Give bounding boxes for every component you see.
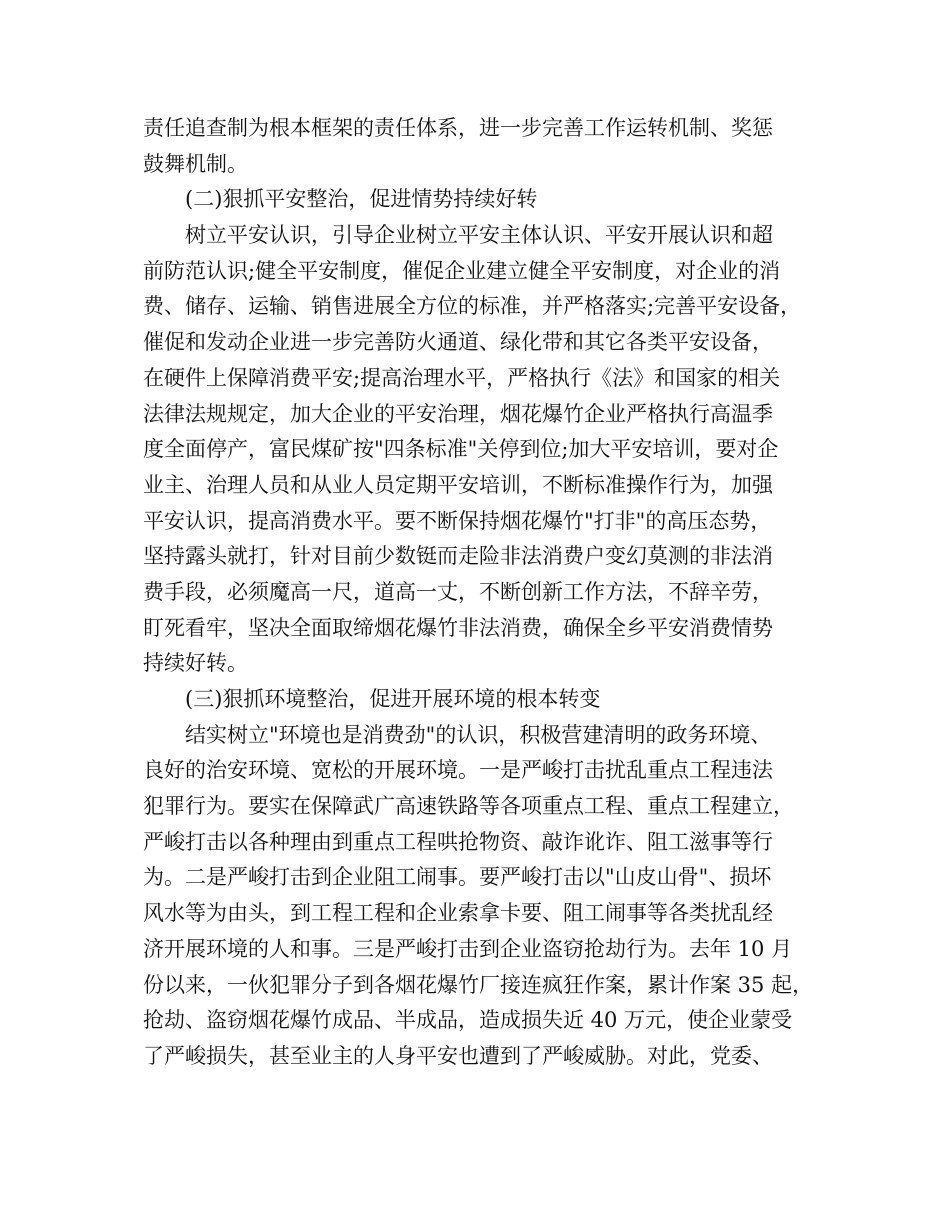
text-line: 盯死看牢，坚决全面取缔烟花爆竹非法消费，确保全乡平安消费情势 (143, 615, 773, 640)
text-line: 费手段，必须魔高一尺，道高一丈，不断创新工作方法，不辞辛劳， (143, 579, 773, 604)
text-line: 业主、治理人员和从业人员定期平安培训，不断标准操作行为，加强 (143, 472, 773, 497)
text-line: 法律法规规定，加大企业的平安治理，烟花爆竹企业严格执行高温季 (143, 401, 773, 426)
text-line: (二)狠抓平安整治，促进情势持续好转 (185, 187, 538, 212)
text-line: 度全面停产，富民煤矿按"四条标准"关停到位;加大平安培训，要对企 (143, 437, 779, 462)
text-line: 持续好转。 (143, 651, 248, 676)
text-line: 犯罪行为。要实在保障武广高速铁路等各项重点工程、重点工程建立， (143, 794, 794, 819)
document-body (143, 111, 813, 1075)
text-line: 鼓舞机制。 (143, 151, 248, 176)
text-line: 催促和发动企业进一步完善防火通道、绿化带和其它各类平安设备， (143, 330, 773, 355)
text-line: 平安认识，提高消费水平。要不断保持烟花爆竹"打非"的高压态势， (143, 508, 772, 533)
text-line: 份以来，一伙犯罪分子到各烟花爆竹厂接连疯狂作案，累计作案 35 起， (143, 972, 814, 997)
text-line: 严峻打击以各种理由到重点工程哄抢物资、敲诈讹诈、阻工滋事等行 (143, 829, 773, 854)
text-line: 济开展环境的人和事。三是严峻打击到企业盗窃抢劫行为。去年 10 月 (143, 936, 793, 961)
text-line: 费、储存、运输、销售进展全方位的标准，并严格落实;完善平安设备， (143, 294, 802, 319)
text-line: 抢劫、盗窃烟花爆竹成品、半成品，造成损失近 40 万元，使企业蒙受 (143, 1008, 793, 1033)
text-line: 树立平安认识，引导企业树立平安主体认识、平安开展认识和超 (185, 223, 773, 248)
text-line: 了严峻损失，甚至业主的人身平安也遭到了严峻威胁。对此，党委、 (143, 1043, 773, 1068)
text-line: 坚持露头就打，针对目前少数铤而走险非法消费户变幻莫测的非法消 (143, 544, 773, 569)
text-line: 风水等为由头，到工程工程和企业索拿卡要、阻工闹事等各类扰乱经 (143, 901, 773, 926)
text-line: 责任追查制为根本框架的责任体系，进一步完善工作运转机制、奖惩 (143, 116, 773, 140)
text-line: 前防范认识;健全平安制度，催促企业建立健全平安制度，对企业的消 (143, 258, 781, 283)
text-line: 良好的治安环境、宽松的开展环境。一是严峻打击扰乱重点工程违法 (143, 758, 773, 783)
text-line: 在硬件上保障消费平安;提高治理水平，严格执行《法》和国家的相关 (143, 365, 781, 390)
text-line: (三)狠抓环境整治，促进开展环境的根本转变 (185, 687, 601, 711)
text-line: 为。二是严峻打击到企业阻工闹事。要严峻打击以"山皮山骨"、损坏 (143, 865, 772, 890)
text-line: 结实树立"环境也是消费劲"的认识，积极营建清明的政务环境、 (185, 722, 772, 747)
